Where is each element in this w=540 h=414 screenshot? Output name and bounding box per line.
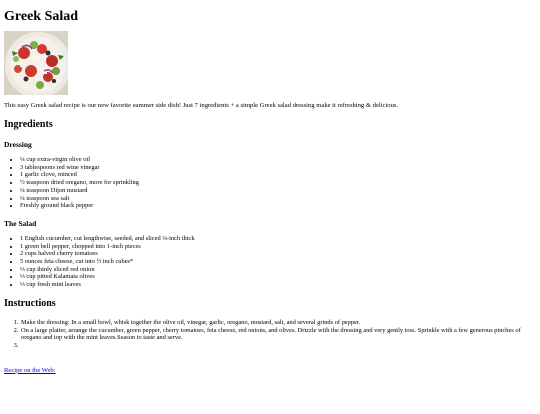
recipe-title: Greek Salad: [4, 9, 79, 24]
list-item: • ⅓ cup pitted Kalamata olives: [20, 273, 536, 281]
list-item: • ¼ teaspoon Dijon mustard: [20, 187, 536, 195]
list-item: • ⅓ cup fresh mint leaves: [20, 281, 536, 289]
list-item: • ¼ teaspoon sea salt: [20, 195, 536, 203]
list-item: • 2 cups halved cherry tomatoes: [20, 250, 536, 258]
list-item: • 5 ounces feta cheese, cut into ½ inch cubes*: [20, 258, 536, 266]
salad-list: [4, 235, 536, 289]
instructions-list: [4, 319, 530, 350]
list-item: • ½ teaspoon dried oregano, more for sprinkling: [20, 179, 536, 187]
list-item: • 3 tablespoons red wine vinegar: [20, 164, 536, 172]
dressing-heading: Dressing: [4, 140, 32, 149]
list-item: • 1 English cucumber, cut lengthwise, seeded, and sliced ¼-inch thick: [20, 235, 536, 243]
ingredients-heading: Ingredients: [4, 119, 53, 130]
recipe-web-link[interactable]: Recipe on the Web:: [4, 366, 56, 374]
list-item: • ¼ cup extra-virgin olive oil: [20, 156, 536, 164]
instruction-step: 2. On a large platter, arrange the cucumber, green pepper, cherry tomatoes, feta cheese, red onions, and olives. Drizzle with the dressing and very gently toss. Sprinkle with a few generous pinches of oregano and top with the mint leaves.Season to taste and serve.: [20, 327, 530, 342]
instructions-heading: Instructions: [4, 297, 56, 309]
instruction-step: [20, 342, 530, 350]
list-item: • Freshly ground black pepper: [20, 202, 536, 210]
list-item: • 1 green bell pepper, chopped into 1-inch pieces: [20, 243, 536, 251]
dressing-list: [4, 156, 536, 210]
recipe-page: [0, 9, 540, 377]
recipe-intro: This easy Greek salad recipe is our new favorite summer side dish! Just 7 ingredients + a simple Greek salad dressing make it refreshing & delicious.: [4, 102, 399, 109]
list-item: • ⅓ cup thinly sliced red onion: [20, 266, 536, 274]
instruction-step: 1. Make the dressing: In a small bowl, whisk together the olive oil, vinegar, garlic, oregano, mustard, salt, and several grinds of pepper.: [20, 319, 530, 327]
salad-photo: [4, 31, 68, 95]
list-item: • 1 garlic clove, minced: [20, 171, 536, 179]
salad-heading: The Salad: [4, 218, 37, 228]
